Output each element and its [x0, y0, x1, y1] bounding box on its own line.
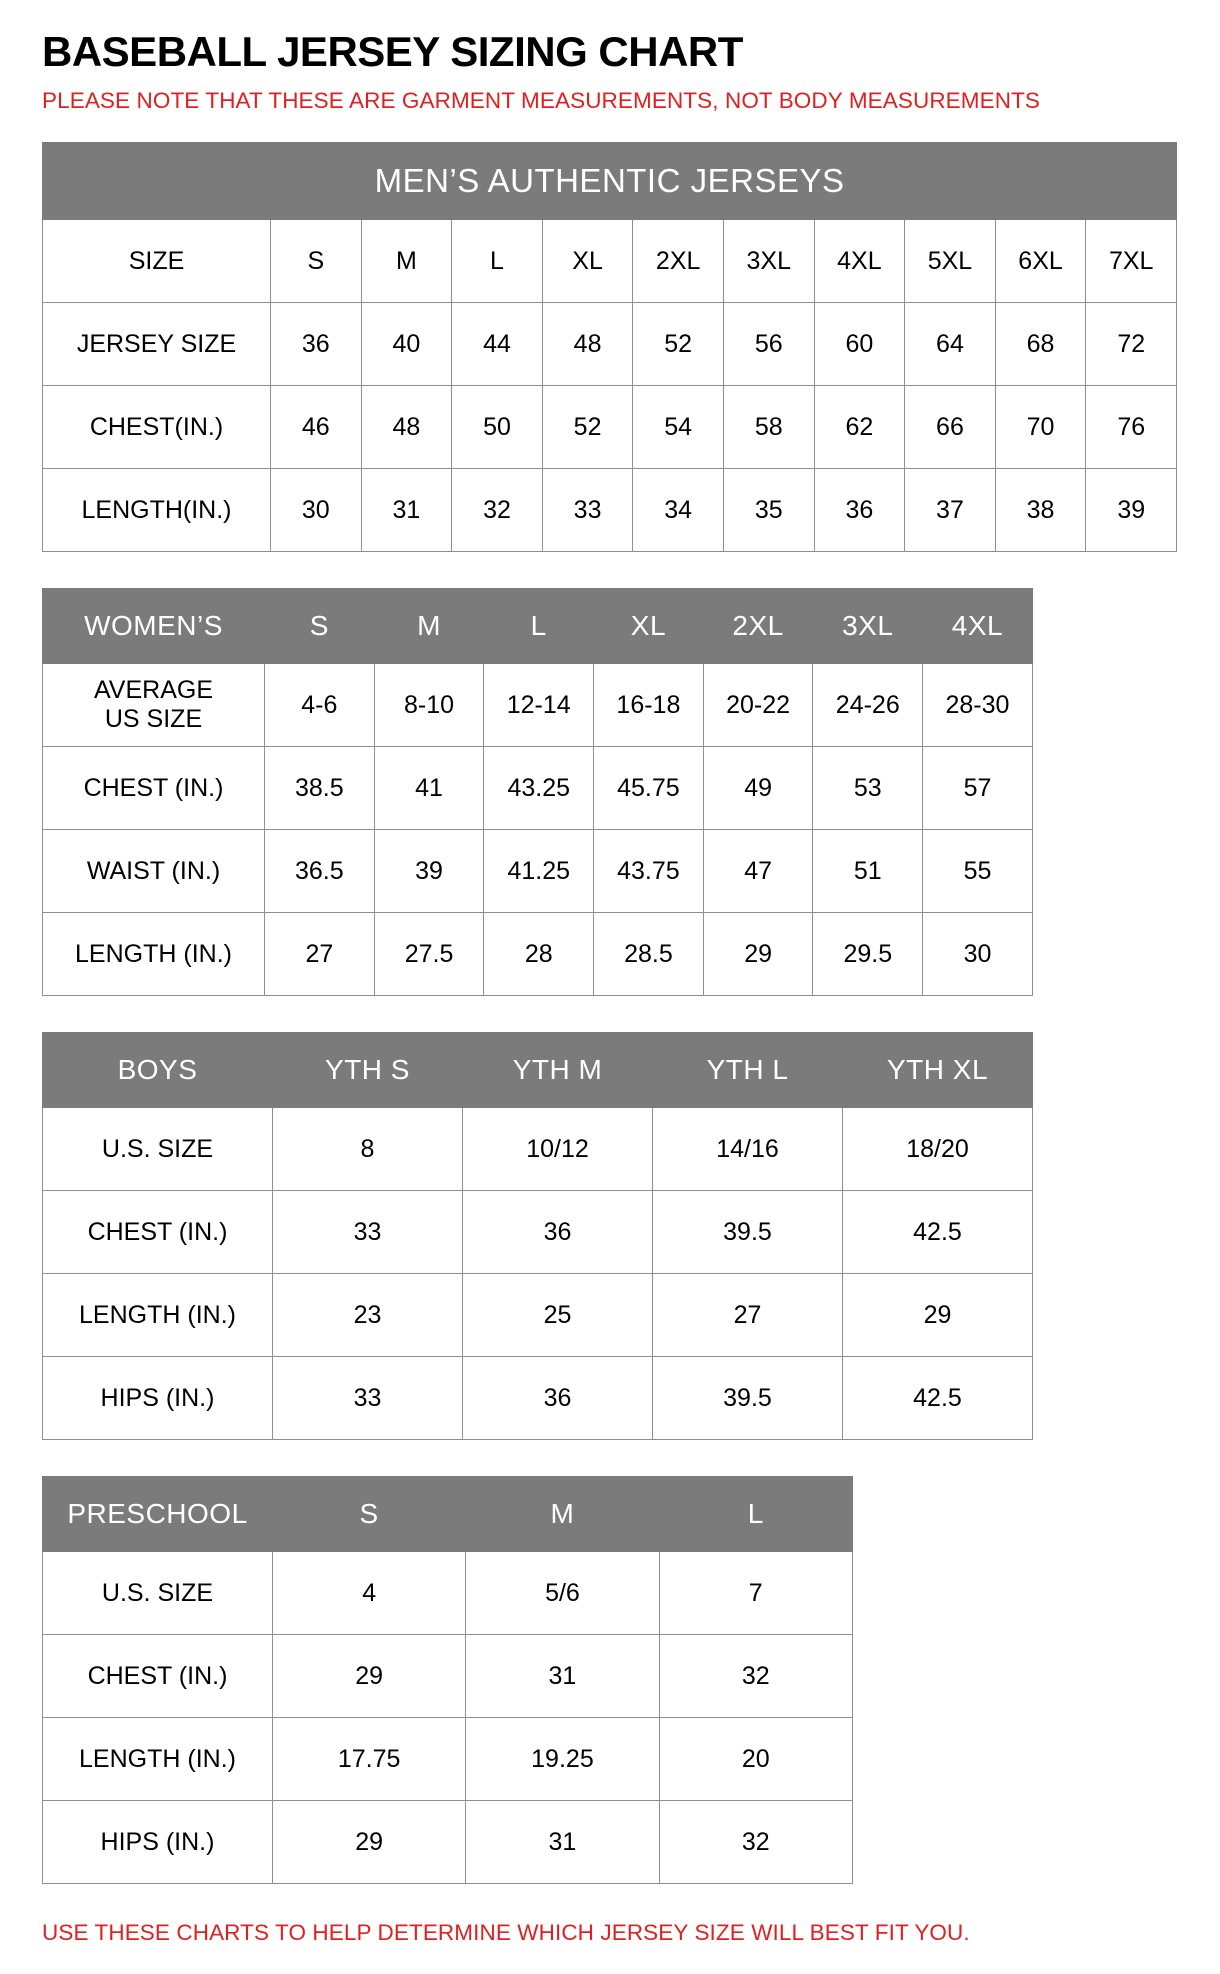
cell: 62 [814, 386, 905, 469]
cell: 23 [273, 1274, 463, 1357]
cell: 36.5 [265, 830, 375, 913]
mens-sizing-table [42, 142, 1177, 552]
cell: 19.25 [466, 1718, 659, 1801]
cell: 44 [452, 303, 543, 386]
row-label: WAIST (IN.) [43, 830, 265, 913]
cell: 18/20 [843, 1108, 1033, 1191]
cell: 48 [361, 386, 452, 469]
page-title: BASEBALL JERSEY SIZING CHART [42, 28, 743, 75]
table-row [43, 1635, 853, 1718]
cell: 45.75 [594, 747, 704, 830]
row-label: CHEST (IN.) [43, 1635, 273, 1718]
boys-header-label: BOYS [43, 1033, 273, 1108]
cell: 4 [273, 1552, 466, 1635]
cell: 36 [463, 1357, 653, 1440]
cell: 60 [814, 303, 905, 386]
column-header: YTH M [463, 1033, 653, 1108]
cell: 54 [633, 386, 724, 469]
cell: 27 [653, 1274, 843, 1357]
cell: 36 [271, 303, 362, 386]
cell: 36 [463, 1191, 653, 1274]
row-label: LENGTH(IN.) [43, 469, 271, 552]
row-label: CHEST (IN.) [43, 1191, 273, 1274]
cell: 70 [995, 386, 1086, 469]
cell: 56 [723, 303, 814, 386]
row-label: SIZE [43, 220, 271, 303]
row-label: HIPS (IN.) [43, 1357, 273, 1440]
cell: 34 [633, 469, 724, 552]
table-row [43, 1552, 853, 1635]
cell: 40 [361, 303, 452, 386]
cell: 68 [995, 303, 1086, 386]
cell: 2XL [633, 220, 724, 303]
cell: 49 [703, 747, 813, 830]
column-header: M [374, 589, 484, 664]
cell: 30 [923, 913, 1033, 996]
cell: 29 [703, 913, 813, 996]
cell: 5/6 [466, 1552, 659, 1635]
cell: 43.75 [594, 830, 704, 913]
table-row [43, 303, 1177, 386]
cell: 66 [905, 386, 996, 469]
cell: 38.5 [265, 747, 375, 830]
row-label: CHEST (IN.) [43, 747, 265, 830]
table-row [43, 1801, 853, 1884]
preschool-header-label: PRESCHOOL [43, 1477, 273, 1552]
column-header: 4XL [923, 589, 1033, 664]
cell: 7XL [1086, 220, 1177, 303]
cell: 38 [995, 469, 1086, 552]
cell: M [361, 220, 452, 303]
cell: 46 [271, 386, 362, 469]
table-row [43, 1108, 1033, 1191]
cell: 41 [374, 747, 484, 830]
cell: 51 [813, 830, 923, 913]
table-row [43, 913, 1033, 996]
row-label: LENGTH (IN.) [43, 1718, 273, 1801]
column-header: 3XL [813, 589, 923, 664]
row-label: LENGTH (IN.) [43, 1274, 273, 1357]
cell: 33 [273, 1357, 463, 1440]
column-header: YTH L [653, 1033, 843, 1108]
cell: 4-6 [265, 664, 375, 747]
cell: 17.75 [273, 1718, 466, 1801]
table-row [43, 664, 1033, 747]
cell: 8 [273, 1108, 463, 1191]
cell: 35 [723, 469, 814, 552]
cell: 48 [542, 303, 633, 386]
cell: 28.5 [594, 913, 704, 996]
column-header: L [484, 589, 594, 664]
row-label-line1: AVERAGE [93, 676, 214, 705]
cell: 39 [1086, 469, 1177, 552]
measurement-disclaimer: PLEASE NOTE THAT THESE ARE GARMENT MEASUREMENTS, NOT BODY MEASUREMENTS [42, 88, 1041, 114]
womens-header-label: WOMEN’S [43, 589, 265, 664]
cell: 55 [923, 830, 1033, 913]
row-label: U.S. SIZE [43, 1552, 273, 1635]
row-label: U.S. SIZE [43, 1108, 273, 1191]
mens-banner: MEN’S AUTHENTIC JERSEYS [43, 143, 1177, 220]
row-label [43, 664, 265, 747]
footer-note: USE THESE CHARTS TO HELP DETERMINE WHICH JERSEY SIZE WILL BEST FIT YOU. [42, 1920, 970, 1946]
cell: 6XL [995, 220, 1086, 303]
table-row [43, 469, 1177, 552]
cell: 27.5 [374, 913, 484, 996]
cell: 28 [484, 913, 594, 996]
table-row [43, 747, 1033, 830]
cell: 24-26 [813, 664, 923, 747]
cell: 29.5 [813, 913, 923, 996]
row-label: CHEST(IN.) [43, 386, 271, 469]
cell: L [452, 220, 543, 303]
cell: 25 [463, 1274, 653, 1357]
womens-sizing-table [42, 588, 1033, 996]
cell: 32 [659, 1801, 852, 1884]
cell: XL [542, 220, 633, 303]
column-header: 2XL [703, 589, 813, 664]
cell: 52 [542, 386, 633, 469]
cell: 72 [1086, 303, 1177, 386]
cell: 43.25 [484, 747, 594, 830]
preschool-sizing-table [42, 1476, 853, 1884]
cell: 20 [659, 1718, 852, 1801]
row-label: LENGTH (IN.) [43, 913, 265, 996]
cell: 29 [273, 1801, 466, 1884]
column-header: XL [594, 589, 704, 664]
table-row [43, 830, 1033, 913]
table-header-row [43, 589, 1033, 664]
cell: 4XL [814, 220, 905, 303]
cell: 53 [813, 747, 923, 830]
cell: 37 [905, 469, 996, 552]
row-label-line2: US SIZE [104, 705, 203, 734]
table-row [43, 220, 1177, 303]
cell: 5XL [905, 220, 996, 303]
table-row [43, 1191, 1033, 1274]
row-label: HIPS (IN.) [43, 1801, 273, 1884]
cell: 33 [542, 469, 633, 552]
cell: 29 [273, 1635, 466, 1718]
cell: 31 [466, 1635, 659, 1718]
cell: 14/16 [653, 1108, 843, 1191]
cell: 41.25 [484, 830, 594, 913]
cell: 31 [466, 1801, 659, 1884]
table-row [43, 386, 1177, 469]
cell: 32 [659, 1635, 852, 1718]
column-header: L [659, 1477, 852, 1552]
cell: 29 [843, 1274, 1033, 1357]
table-row [43, 1718, 853, 1801]
column-header: M [466, 1477, 659, 1552]
cell: S [271, 220, 362, 303]
cell: 39.5 [653, 1191, 843, 1274]
cell: 33 [273, 1191, 463, 1274]
cell: 10/12 [463, 1108, 653, 1191]
cell: 32 [452, 469, 543, 552]
cell: 36 [814, 469, 905, 552]
cell: 8-10 [374, 664, 484, 747]
boys-sizing-table [42, 1032, 1033, 1440]
cell: 20-22 [703, 664, 813, 747]
cell: 16-18 [594, 664, 704, 747]
column-header: YTH S [273, 1033, 463, 1108]
cell: 42.5 [843, 1191, 1033, 1274]
row-label: JERSEY SIZE [43, 303, 271, 386]
cell: 47 [703, 830, 813, 913]
column-header: S [273, 1477, 466, 1552]
cell: 58 [723, 386, 814, 469]
table-banner-row [43, 143, 1177, 220]
cell: 28-30 [923, 664, 1033, 747]
cell: 52 [633, 303, 724, 386]
table-row [43, 1274, 1033, 1357]
cell: 7 [659, 1552, 852, 1635]
table-header-row [43, 1477, 853, 1552]
cell: 50 [452, 386, 543, 469]
column-header: YTH XL [843, 1033, 1033, 1108]
cell: 57 [923, 747, 1033, 830]
cell: 3XL [723, 220, 814, 303]
table-header-row [43, 1033, 1033, 1108]
cell: 30 [271, 469, 362, 552]
column-header: S [265, 589, 375, 664]
cell: 39 [374, 830, 484, 913]
cell: 76 [1086, 386, 1177, 469]
cell: 12-14 [484, 664, 594, 747]
cell: 27 [265, 913, 375, 996]
cell: 42.5 [843, 1357, 1033, 1440]
table-row [43, 1357, 1033, 1440]
cell: 31 [361, 469, 452, 552]
cell: 39.5 [653, 1357, 843, 1440]
cell: 64 [905, 303, 996, 386]
